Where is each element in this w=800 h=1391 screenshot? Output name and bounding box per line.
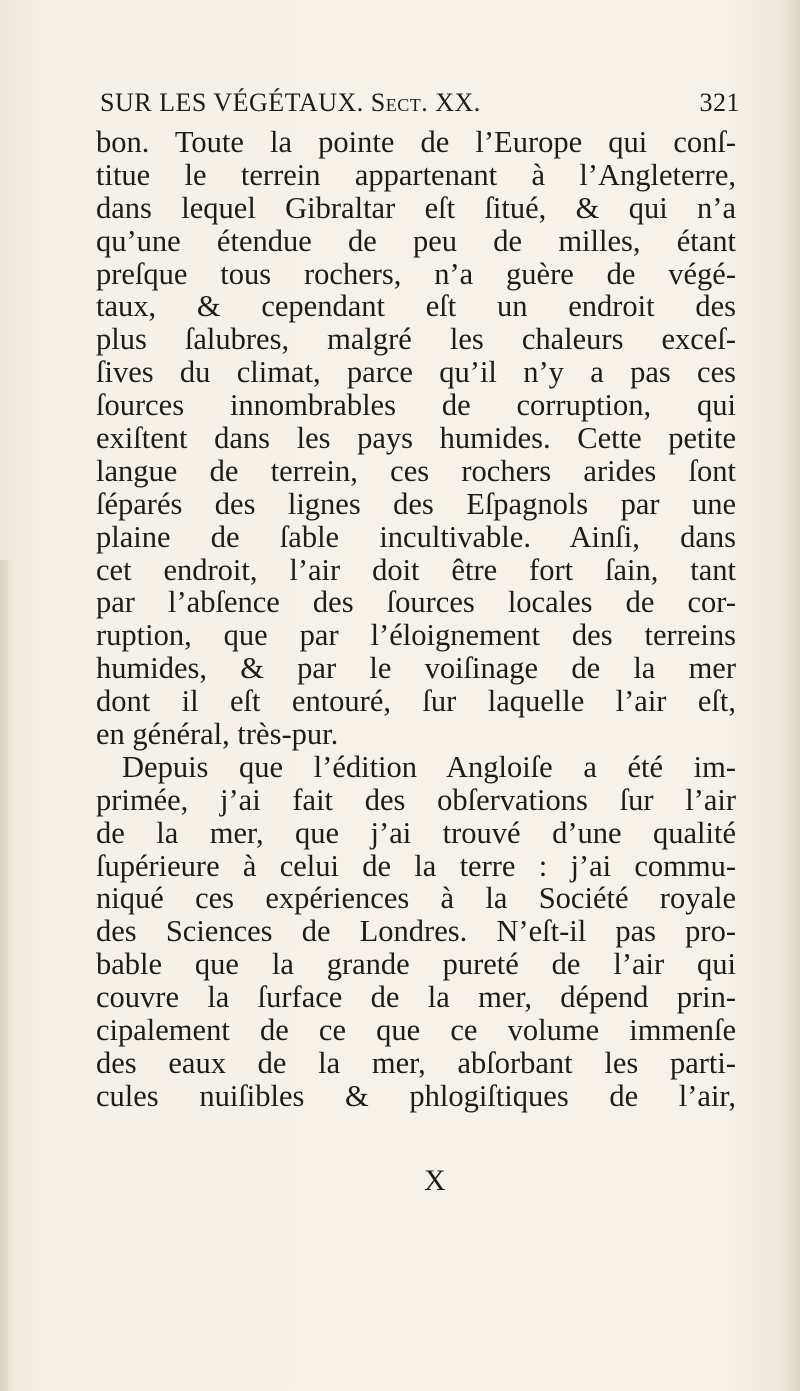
text-line: ſéparés des lignes des Eſpagnols par une <box>96 486 736 521</box>
running-title: SUR LES VÉGÉTAUX. Sect. XX. <box>100 88 481 117</box>
text-line: niqué ces expériences à la Société royale <box>96 881 736 916</box>
text-line: dans lequel Gibraltar eſt ſitué, & qui n’a <box>96 190 736 225</box>
text-line: couvre la ſurface de la mer, dépend prin- <box>96 980 736 1015</box>
text-line: ruption, que par l’éloignement des terreins <box>96 618 736 653</box>
text-line: humides, & par le voiſinage de la mer <box>96 651 736 686</box>
text-line: cules nuiſibles & phlogiſtiques de l’air, <box>96 1078 736 1113</box>
paragraph-start-line: Depuis que l’édition Angloiſe a été im- <box>122 749 736 784</box>
text-line: des Sciences de Londres. N’eſt-il pas pro- <box>96 914 736 949</box>
paragraph-end-line: en général, très-pur. <box>96 717 339 752</box>
text-line: cipalement de ce que ce volume immenſe <box>96 1013 736 1048</box>
body-text <box>96 126 736 1113</box>
text-line: de la mer, que j’ai trouvé d’une qualité <box>96 815 736 850</box>
text-line: titue le terrein appartenant à l’Angleterre, <box>96 157 736 192</box>
text-line: ſupérieure à celui de la terre : j’ai commu- <box>96 848 736 883</box>
text-line: exiſtent dans les pays humides. Cette petite <box>96 421 736 456</box>
text-line: plus ſalubres, malgré les chaleurs exceſ- <box>96 322 736 357</box>
text-line: ſources innombrables de corruption, qui <box>96 388 736 423</box>
text-line: primée, j’ai fait des obſervations ſur l’air <box>96 782 736 817</box>
text-line: plaine de ſable incultivable. Ainſi, dans <box>96 519 736 554</box>
text-line: des eaux de la mer, abſorbant les parti- <box>96 1045 736 1080</box>
text-line: preſque tous rochers, n’a guère de végé- <box>96 256 736 291</box>
page-edge-shadow-right <box>782 0 800 1391</box>
signature-mark: X <box>424 1164 446 1197</box>
text-line: taux, & cependant eſt un endroit des <box>96 289 736 324</box>
text-line: qu’une étendue de peu de milles, étant <box>96 223 736 258</box>
text-line: ſives du climat, parce qu’il n’y a pas ces <box>96 355 736 390</box>
text-line: cet endroit, l’air doit être fort ſain, tant <box>96 552 736 587</box>
text-line: bable que la grande pureté de l’air qui <box>96 947 736 982</box>
page-edge-shadow-left <box>0 560 14 1391</box>
page-header <box>100 88 740 128</box>
text-line: langue de terrein, ces rochers arides ſont <box>96 453 736 488</box>
page-number: 321 <box>699 88 740 117</box>
text-line: par l’abſence des ſources locales de cor- <box>96 585 736 620</box>
text-line: dont il eſt entouré, ſur laquelle l’air eſt, <box>96 684 736 719</box>
text-line: bon. Toute la pointe de l’Europe qui conſ- <box>96 125 736 159</box>
